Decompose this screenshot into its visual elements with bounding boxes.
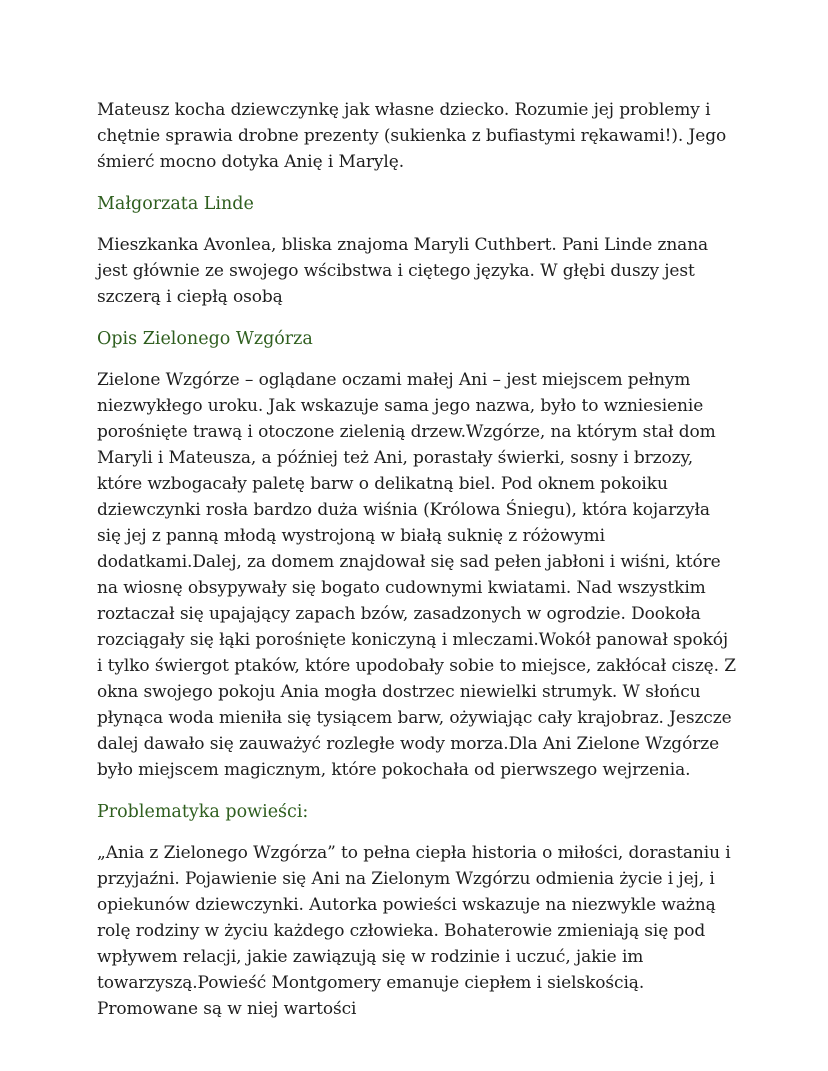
paragraph-mateusz: Mateusz kocha dziewczynkę jak własne dziecko. Rozumie jej problemy i chętnie sprawia drobne prezenty (sukienka z bufiastymi rękawami!). Jego śmierć mocno dotyka Anię i Marylę. bbox=[97, 100, 727, 172]
heading-problematyka: Problematyka powieści: bbox=[97, 802, 309, 822]
document-page bbox=[97, 97, 737, 1038]
paragraph-opis: Zielone Wzgórze – oglądane oczami małej Ani – jest miejscem pełnym niezwykłego uroku. Jak wskazuje sama jego nazwa, było to wzniesienie porośnięte trawą i otoczone zielenią drzew.Wzgórze, na którym stał dom Maryli i Mateusza, a później też Ani, porastały świerki, sosny i brzozy, które wzbogacały paletę barw o delikatną biel. Pod oknem pokoiku dziewczynki rosła bardzo duża wiśnia (Królowa Śniegu), która kojarzyła się jej z panną młodą wystrojoną w białą suknię z różowymi dodatkami.Dalej, za domem znajdował się sad pełen jabłoni i wiśni, które na wiosnę obsypywały się bogato cudownymi kwiatami. Nad wszystkim roztaczał się upajający zapach bzów, zasadzonych w ogrodzie. Dookoła rozciągały się łąki porośnięte koniczyną i mleczami.Wokół panował spokój i tylko świergot ptaków, które upodobały sobie to miejsce, zakłócał ciszę. Z okna swojego pokoju Ania mogła dostrzec niewielki strumyk. W słońcu płynąca woda mieniła się tysiącem barw, ożywiając cały krajobraz. Jeszcze dalej dawało się zauważyć rozległe wody morza.Dla Ani Zielone Wzgórze było miejscem magicznym, które pokochała od pierwszego wejrzenia. bbox=[97, 370, 736, 780]
paragraph-linde: Mieszkanka Avonlea, bliska znajoma Maryli Cuthbert. Pani Linde znana jest głównie ze swojego wścibstwa i ciętego języka. W głębi duszy jest szczerą i ciepłą osobą bbox=[97, 235, 709, 307]
heading-malgorzata-linde: Małgorzata Linde bbox=[97, 194, 254, 214]
heading-opis-zielonego-wzgorza: Opis Zielonego Wzgórza bbox=[97, 329, 313, 349]
paragraph-problematyka: „Ania z Zielonego Wzgórza” to pełna ciepła historia o miłości, dorastaniu i przyjaźni. Pojawienie się Ani na Zielonym Wzgórzu odmienia życie i jej, i opiekunów dziewczynki. Autorka powieści wskazuje na niezwykle ważną rolę rodziny w życiu każdego człowieka. Bohaterowie zmieniają się pod wpływem relacji, jakie zawiązują się w rodzinie i uczuć, jakie im towarzyszą.Powieść Montgomery emanuje ciepłem i sielskością. Promowane są w niej wartości bbox=[97, 843, 731, 1019]
